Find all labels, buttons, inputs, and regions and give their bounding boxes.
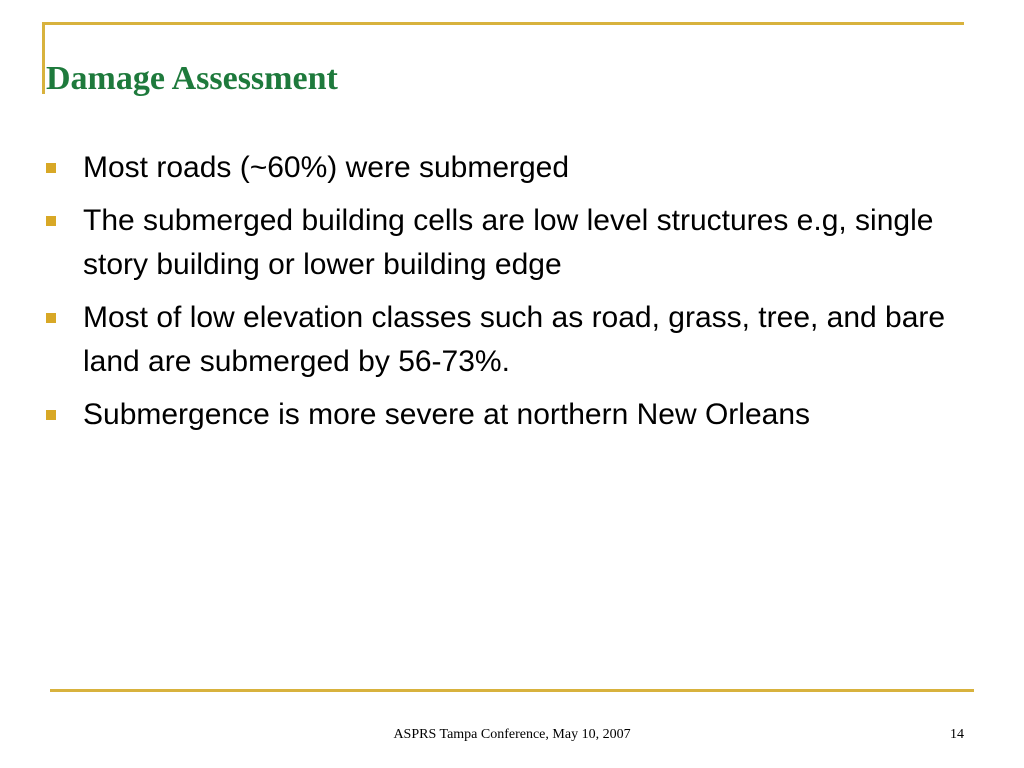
square-bullet-icon	[46, 163, 56, 173]
bullet-list	[46, 146, 996, 446]
bullet-item	[46, 296, 996, 384]
top-accent-rule	[42, 22, 964, 25]
square-bullet-icon	[46, 313, 56, 323]
bullet-item	[46, 393, 996, 437]
bullet-item	[46, 146, 996, 190]
square-bullet-icon	[46, 216, 56, 226]
footer-text: ASPRS Tampa Conference, May 10, 2007	[393, 727, 631, 742]
square-bullet-icon	[46, 410, 56, 420]
left-accent-rule	[42, 22, 45, 94]
bullet-text: The submerged building cells are low level structures e.g, single story building or lower building edge	[83, 204, 934, 281]
bullet-text: Most of low elevation classes such as road, grass, tree, and bare land are submerged by 56-73%.	[83, 301, 946, 378]
footer-rule	[50, 689, 974, 692]
bullet-item	[46, 199, 996, 287]
slide-title: Damage Assessment	[46, 60, 338, 97]
page-number: 14	[950, 727, 964, 742]
bullet-text: Most roads (~60%) were submerged	[83, 151, 570, 184]
bullet-text: Submergence is more severe at northern New Orleans	[83, 398, 811, 431]
